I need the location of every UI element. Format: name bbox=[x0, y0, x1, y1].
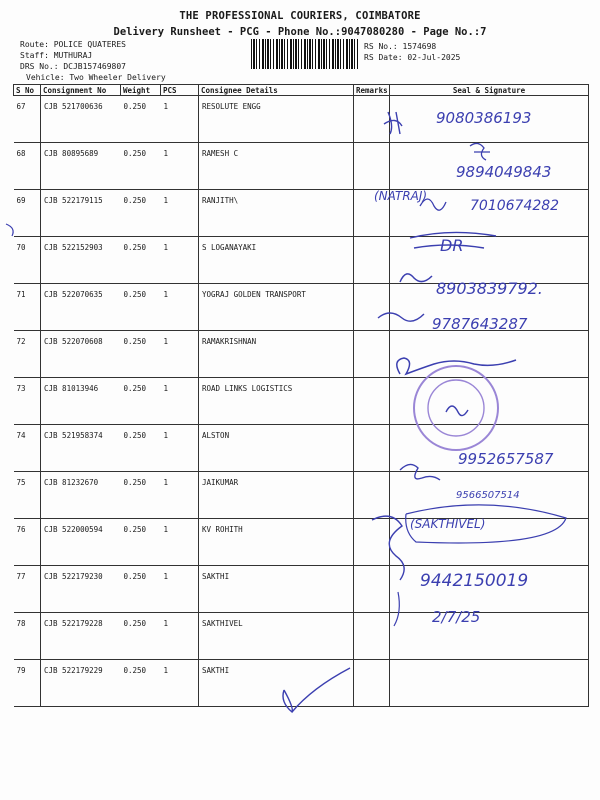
cell-weight: 0.250 bbox=[121, 613, 161, 660]
cell-remarks bbox=[354, 190, 390, 237]
cell-consignee: RANJITH\ bbox=[199, 190, 354, 237]
cell-pcs: 1 bbox=[161, 284, 199, 331]
cell-remarks bbox=[354, 331, 390, 378]
cell-consignee: SAKTHI bbox=[199, 660, 354, 707]
handwritten-date: 2/7/25 bbox=[432, 608, 481, 626]
cell-consignment: CJB 522070635 bbox=[41, 284, 121, 331]
table-header-row bbox=[14, 85, 589, 96]
rs-number: RS No.: 1574698 bbox=[364, 42, 437, 51]
cell-sno: 78 bbox=[14, 613, 41, 660]
cell-weight: 0.250 bbox=[121, 331, 161, 378]
cell-seal bbox=[390, 660, 589, 707]
handwritten-phone: 9080386193 bbox=[436, 109, 532, 127]
cell-consignment: CJB 522000594 bbox=[41, 519, 121, 566]
cell-remarks bbox=[354, 284, 390, 331]
cell-pcs: 1 bbox=[161, 613, 199, 660]
drs-label: DRS No.: DCJB157469807 bbox=[20, 62, 126, 71]
cell-pcs: 1 bbox=[161, 566, 199, 613]
cell-pcs: 1 bbox=[161, 519, 199, 566]
cell-consignee: YOGRAJ GOLDEN TRANSPORT bbox=[199, 284, 354, 331]
col-seal: Seal & Signature bbox=[390, 85, 589, 96]
runsheet-table bbox=[13, 84, 589, 707]
cell-seal bbox=[390, 425, 589, 472]
cell-weight: 0.250 bbox=[121, 284, 161, 331]
cell-consignment: CJB 522070608 bbox=[41, 331, 121, 378]
cell-seal bbox=[390, 190, 589, 237]
cell-weight: 0.250 bbox=[121, 378, 161, 425]
cell-pcs: 1 bbox=[161, 378, 199, 425]
cell-weight: 0.250 bbox=[121, 519, 161, 566]
col-consignee: Consignee Details bbox=[199, 85, 354, 96]
cell-seal bbox=[390, 472, 589, 519]
cell-pcs: 1 bbox=[161, 425, 199, 472]
cell-weight: 0.250 bbox=[121, 660, 161, 707]
cell-remarks bbox=[354, 378, 390, 425]
table-row bbox=[14, 284, 589, 331]
cell-consignee: KV ROHITH bbox=[199, 519, 354, 566]
handwritten-name: (NATRAJ) bbox=[374, 189, 428, 203]
cell-weight: 0.250 bbox=[121, 237, 161, 284]
cell-sno: 75 bbox=[14, 472, 41, 519]
cell-pcs: 1 bbox=[161, 143, 199, 190]
col-remarks: Remarks bbox=[354, 85, 390, 96]
table-row bbox=[14, 660, 589, 707]
cell-sno: 70 bbox=[14, 237, 41, 284]
cell-consignment: CJB 80895689 bbox=[41, 143, 121, 190]
cell-sno: 74 bbox=[14, 425, 41, 472]
cell-sno: 69 bbox=[14, 190, 41, 237]
cell-remarks bbox=[354, 613, 390, 660]
table-row bbox=[14, 613, 589, 660]
cell-consignment: CJB 521958374 bbox=[41, 425, 121, 472]
cell-seal bbox=[390, 613, 589, 660]
cell-remarks bbox=[354, 143, 390, 190]
cell-sno: 79 bbox=[14, 660, 41, 707]
col-weight: Weight bbox=[121, 85, 161, 96]
vehicle-label: Vehicle: Two Wheeler Delivery bbox=[26, 73, 166, 82]
cell-seal bbox=[390, 331, 589, 378]
cell-sno: 76 bbox=[14, 519, 41, 566]
table-row bbox=[14, 237, 589, 284]
cell-pcs: 1 bbox=[161, 96, 199, 143]
cell-weight: 0.250 bbox=[121, 472, 161, 519]
cell-sno: 67 bbox=[14, 96, 41, 143]
cell-weight: 0.250 bbox=[121, 96, 161, 143]
handwritten-phone: 9787643287 bbox=[432, 315, 528, 333]
cell-consignment: CJB 522179115 bbox=[41, 190, 121, 237]
handwritten-name: (SAKTHIVEL) bbox=[410, 517, 486, 531]
cell-weight: 0.250 bbox=[121, 143, 161, 190]
handwritten-phone: 9566507514 bbox=[456, 490, 520, 501]
cell-pcs: 1 bbox=[161, 660, 199, 707]
table-row bbox=[14, 566, 589, 613]
cell-seal bbox=[390, 96, 589, 143]
table-row bbox=[14, 331, 589, 378]
cell-consignee: S LOGANAYAKI bbox=[199, 237, 354, 284]
cell-weight: 0.250 bbox=[121, 425, 161, 472]
cell-weight: 0.250 bbox=[121, 566, 161, 613]
cell-consignee: SAKTHIVEL bbox=[199, 613, 354, 660]
cell-remarks bbox=[354, 472, 390, 519]
table-row bbox=[14, 190, 589, 237]
cell-consignee: RAMAKRISHNAN bbox=[199, 331, 354, 378]
cell-remarks bbox=[354, 425, 390, 472]
cell-seal bbox=[390, 284, 589, 331]
table-row bbox=[14, 472, 589, 519]
cell-consignee: ROAD LINKS LOGISTICS bbox=[199, 378, 354, 425]
cell-consignee: ALSTON bbox=[199, 425, 354, 472]
cell-remarks bbox=[354, 96, 390, 143]
cell-consignment: CJB 522152903 bbox=[41, 237, 121, 284]
cell-pcs: 1 bbox=[161, 472, 199, 519]
cell-consignment: CJB 522179230 bbox=[41, 566, 121, 613]
cell-sno: 77 bbox=[14, 566, 41, 613]
cell-sno: 71 bbox=[14, 284, 41, 331]
table-row bbox=[14, 96, 589, 143]
handwritten-initials: DR bbox=[440, 236, 464, 255]
company-title: THE PROFESSIONAL COURIERS, COIMBATORE bbox=[179, 10, 421, 22]
cell-consignment: CJB 81232670 bbox=[41, 472, 121, 519]
cell-pcs: 1 bbox=[161, 237, 199, 284]
cell-consignee: RAMESH C bbox=[199, 143, 354, 190]
cell-consignee: RESOLUTE ENGG bbox=[199, 96, 354, 143]
cell-consignment: CJB 522179229 bbox=[41, 660, 121, 707]
cell-pcs: 1 bbox=[161, 190, 199, 237]
cell-seal bbox=[390, 378, 589, 425]
cell-consignment: CJB 522179228 bbox=[41, 613, 121, 660]
cell-consignee: SAKTHI bbox=[199, 566, 354, 613]
handwritten-phone: 7010674282 bbox=[470, 198, 560, 214]
cell-sno: 68 bbox=[14, 143, 41, 190]
barcode bbox=[251, 39, 359, 69]
cell-remarks bbox=[354, 519, 390, 566]
handwritten-phone: 8903839792. bbox=[436, 279, 543, 298]
cell-consignment: CJB 81013946 bbox=[41, 378, 121, 425]
table-row bbox=[14, 519, 589, 566]
cell-consignee: JAIKUMAR bbox=[199, 472, 354, 519]
table-row bbox=[14, 425, 589, 472]
col-pcs: PCS bbox=[161, 85, 199, 96]
cell-weight: 0.250 bbox=[121, 190, 161, 237]
cell-remarks bbox=[354, 660, 390, 707]
rs-date: RS Date: 02-Jul-2025 bbox=[364, 53, 461, 62]
cell-seal bbox=[390, 143, 589, 190]
cell-pcs: 1 bbox=[161, 331, 199, 378]
cell-remarks bbox=[354, 237, 390, 284]
cell-remarks bbox=[354, 566, 390, 613]
runsheet-title: Delivery Runsheet - PCG - Phone No.:9047080280 - Page No.:7 bbox=[113, 26, 487, 38]
cell-seal bbox=[390, 237, 589, 284]
col-sno: S No bbox=[14, 85, 41, 96]
handwritten-phone: 9894049843 bbox=[456, 163, 552, 181]
table-row bbox=[14, 143, 589, 190]
cell-sno: 72 bbox=[14, 331, 41, 378]
table-row bbox=[14, 378, 589, 425]
cell-seal bbox=[390, 566, 589, 613]
staff-label: Staff: MUTHURAJ bbox=[20, 51, 93, 60]
cell-sno: 73 bbox=[14, 378, 41, 425]
cell-consignment: CJB 521700636 bbox=[41, 96, 121, 143]
col-consignment: Consignment No bbox=[41, 85, 121, 96]
route-label: Route: POLICE QUATERES bbox=[20, 40, 126, 49]
handwritten-phone: 9442150019 bbox=[420, 571, 529, 591]
handwritten-phone: 9952657587 bbox=[458, 450, 554, 468]
cell-seal bbox=[390, 519, 589, 566]
